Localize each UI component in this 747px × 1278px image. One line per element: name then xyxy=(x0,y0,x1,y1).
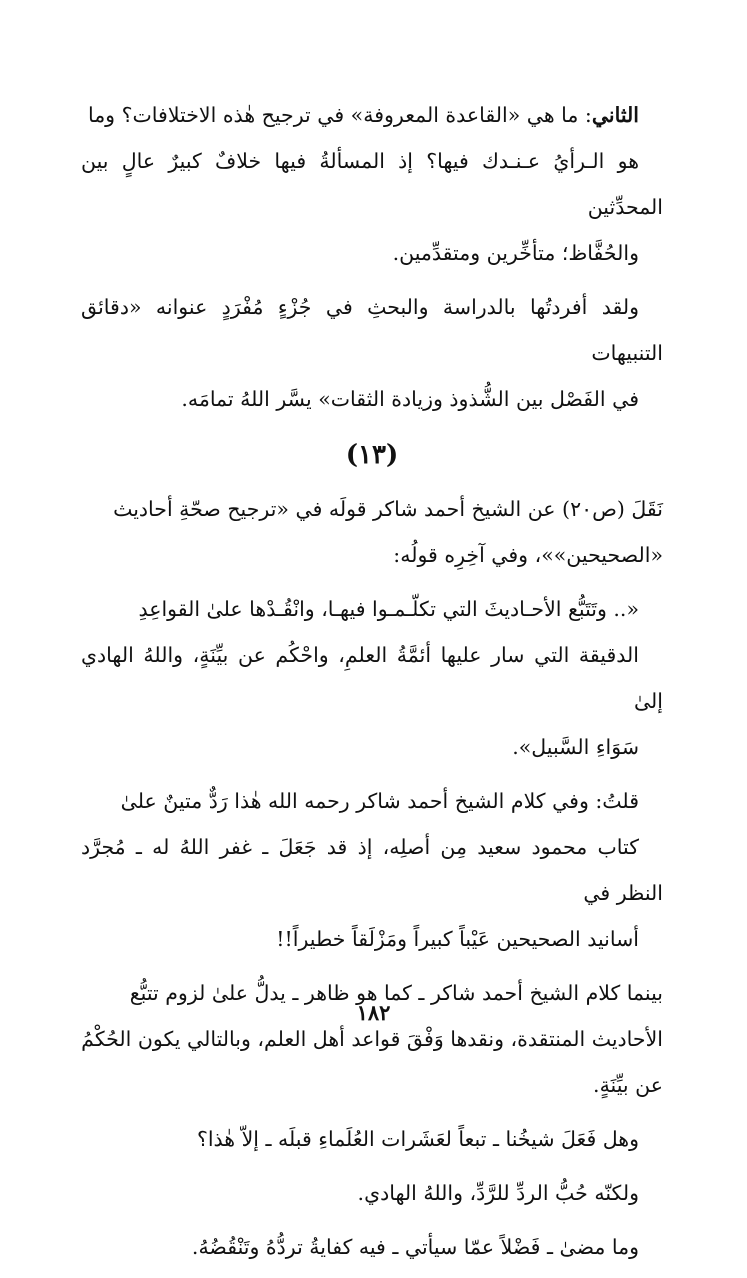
paragraph-second-question xyxy=(81,92,663,276)
paragraph-closing: وما مضىٰ ـ فَضْلاً عمّا سيأتي ـ فيه كفايةُ تردُّهُ وتَنْقُضُهُ. xyxy=(191,1235,639,1259)
paragraph-line: الدقيقة التي سار عليها أئمَّةُ العلمِ، واحْكُم عن بيِّنَةٍ، واللهُ الهادي إلىٰ xyxy=(81,643,663,713)
paragraph-line: أسانيد الصحيحين عَيْباً كبيراً ومَزْلَقاً خطيراً!! xyxy=(276,927,639,951)
paragraph-response xyxy=(81,778,663,962)
paragraph-line: عن بيِّنَةٍ. xyxy=(593,1073,663,1097)
page-body xyxy=(81,92,663,1278)
paragraph-separate-study xyxy=(81,284,663,422)
page-number: ١٨٢ xyxy=(356,1000,391,1025)
paragraph-line: نَقَلَ (ص٢٠) عن الشيخ أحمد شاكر قولَه في «ترجيح صحّةِ أحاديث xyxy=(113,497,663,521)
line-text: : ما هي «القاعدة المعروفة» في ترجيح هٰذه الاختلافات؟ وما xyxy=(87,103,592,127)
paragraph-line: «الصحيحين»»، وفي آخِرِه قولُه: xyxy=(393,543,663,567)
paragraph-question: وهل فَعَلَ شيخُنا ـ تبعاً لعَشَرات العُلَماءِ قبلَه ـ إلاّ هٰذا؟ xyxy=(196,1127,639,1151)
paragraph-line: في الفَصْل بين الشُّذوذ وزيادة الثقات» يسَّر اللهُ تمامَه. xyxy=(181,387,639,411)
paragraph-line xyxy=(81,92,663,138)
paragraph-line: ولقد أفردتُها بالدراسة والبحثِ في جُزْءٍ مُفْرَدٍ عنوانه «دقائق التنبيهات xyxy=(81,295,663,365)
section-number-heading: (١٣) xyxy=(345,440,399,470)
paragraph-line: قلتُ: وفي كلام الشيخ أحمد شاكر رحمه الله هٰذا رَدٌّ متينٌ علىٰ xyxy=(120,789,639,813)
paragraph-line: هو الـرأيُ عـنـدك فيها؟ إذ المسألةُ فيها خلافٌ كبيرٌ عالٍ بين المحدِّثين xyxy=(81,149,663,219)
paragraph-line: بينما كلام الشيخ أحمد شاكر ـ كما هو ظاهر ـ يدلُّ علىٰ لزوم تتبُّع xyxy=(129,981,663,1005)
paragraph-line: كتاب محمود سعيد مِن أصلِه، إذ قد جَعَلَ ـ غفر اللهُ له ـ مُجرَّد النظر في xyxy=(81,835,663,905)
paragraph-conclusion: ولكنّه حُبُّ الردِّ للرَّدِّ، واللهُ الهادي. xyxy=(357,1181,639,1205)
paragraph-line: سَوَاءِ السَّبيل». xyxy=(512,735,639,759)
paragraph-line: والحُفَّاظ؛ متأخِّرين ومتقدِّمين. xyxy=(392,241,639,265)
paragraph-line: «.. وتَتَبُّع الأحـاديثَ التي تكلّـمـوا فيهـا، وانْقُـدْها علىٰ القواعِدِ xyxy=(138,597,639,621)
paragraph-contrast xyxy=(81,970,663,1108)
lead-word: الثاني xyxy=(591,103,639,127)
paragraph-quote-intro xyxy=(81,486,663,578)
paragraph-line: الأحاديث المنتقدة، ونقدها وَفْقَ قواعد أهل العلم، وبالتالي يكون الحُكْمُ xyxy=(81,1027,663,1051)
paragraph-quote xyxy=(81,586,663,770)
